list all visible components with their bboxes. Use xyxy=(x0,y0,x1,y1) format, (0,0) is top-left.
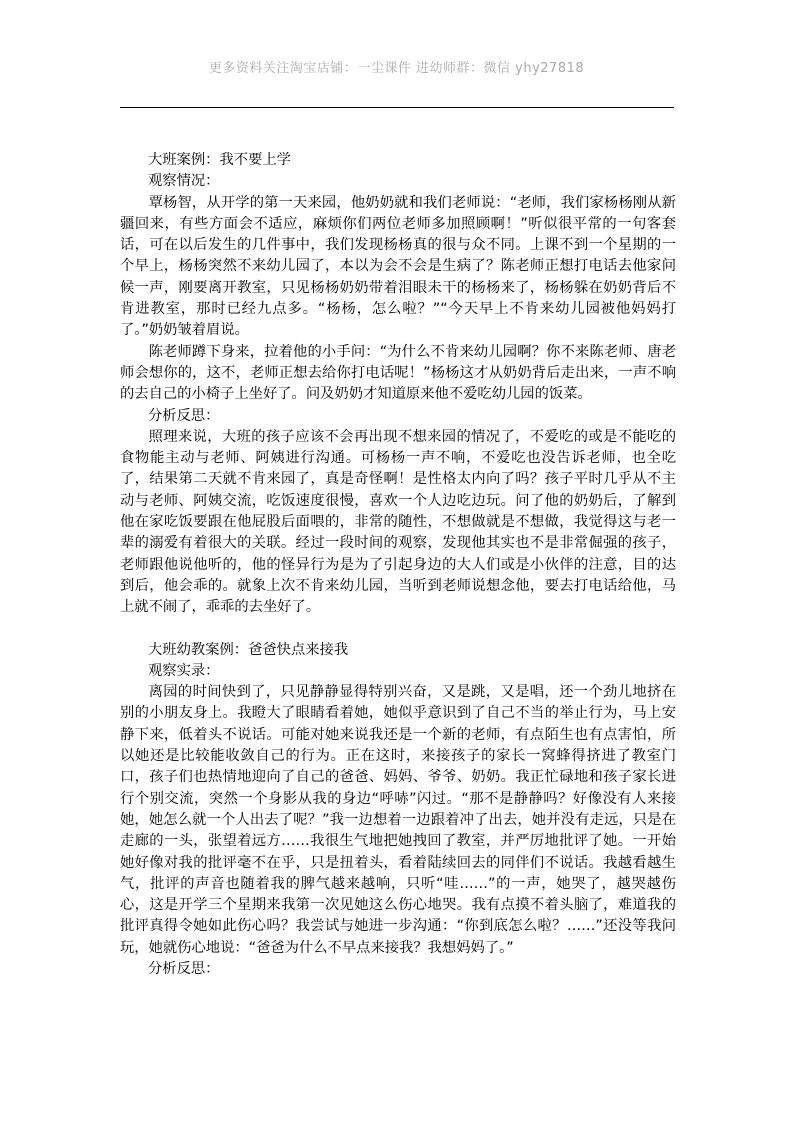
case1-analysis-paragraph: 照理来说，大班的孩子应该不会再出现不想来园的情况了，不爱吃的或是不能吃的食物能主动与老师、阿姨进行沟通。可杨杨一声不响，不爱吃也没告诉老师，也全吃了，结果第二天就不肯来园了，真是奇怪啊！是性格太内向了吗？孩子平时几乎从不主动与老师、阿姨交流，吃饭速度很慢，喜欢一个人边吃边玩。问了他的奶奶后，了解到他在家吃饭要跟在他屁股后面喂的，非常的随性，不想做就是不想做，我觉得这与老一辈的溺爱有着很大的关联。经过一段时间的观察，发现他其实也不是非常倔强的孩子，老师跟他说他听的，他的怪异行为是为了引起身边的大人们或是小伙伴的注意，目的达到后，他会乖的。就象上次不肯来幼儿园，当听到老师说想念他，要去打电话给他，马上就不闹了，乖乖的去坐好了。 xyxy=(120,428,676,616)
document-body xyxy=(120,150,676,980)
case1-observation-paragraph: 陈老师蹲下身来，拉着他的小手问：“为什么不肯来幼儿园啊？你不来陈老师、唐老师会想你的，这不，老师正想去给你打电话呢！”杨杨这才从奶奶背后走出来，一声不响的去自己的小椅子上坐好了。问及奶奶才知道原来他不爱吃幼儿园的饭菜。 xyxy=(120,343,676,403)
case2-observation-paragraph: 离园的时间快到了，只见静静显得特别兴奋，又是跳，又是唱，还一个劲儿地挤在别的小朋友身上。我瞪大了眼睛看着她，她似乎意识到了自己不当的举止行为，马上安静下来，低着头不说话。可能对她来说我还是一个新的老师，有点陌生也有点害怕，所以她还是比较能收敛自己的行为。正在这时，来接孩子的家长一窝蜂得挤进了教室门口，孩子们也热情地迎向了自己的爸爸、妈妈、爷爷、奶奶。我正忙碌地和孩子家长进行个别交流，突然一个身影从我的身边“呼哧”闪过。“那不是静静吗？好像没有人来接她，她怎么就一个人出去了呢？”我一边想着一边跟着冲了出去，她并没有走远，只是在走廊的一头，张望着远方……我很生气地把她拽回了教室，并严厉地批评了她。一开始她好像对我的批评毫不在乎，只是扭着头，看着陆续回去的同伴们不说话。我越看越生气，批评的声音也随着我的脾气越来越响，只听“哇……”的一声，她哭了，越哭越伤心，这是开学三个星期来我第一次见她这么伤心地哭。我有点摸不着头脑了，难道我的批评真得令她如此伤心吗？我尝试与她进一步沟通：“你到底怎么啦？……”还没等我问玩，她就伤心地说：“爸爸为什么不早点来接我？我想妈妈了。” xyxy=(120,684,676,956)
section-spacer xyxy=(120,619,676,640)
case2-title: 大班幼教案例：爸爸快点来接我 xyxy=(148,641,349,658)
case2-observation-label: 观察实录： xyxy=(148,662,220,679)
header-divider xyxy=(120,107,674,108)
case1-observation-label: 观察情况： xyxy=(148,173,220,190)
case1-title: 大班案例：我不要上学 xyxy=(148,152,291,168)
case2-analysis-label: 分析反思： xyxy=(148,960,220,977)
page-header: 更多资料关注淘宝店铺：一尘课件 进幼师群：微信 yhy27818 xyxy=(208,61,585,76)
case1-analysis-label: 分析反思： xyxy=(148,407,220,424)
case1-observation-paragraph: 覃杨智，从开学的第一天来园，他奶奶就和我们老师说：“老师，我们家杨杨刚从新疆回来，有些方面会不适应，麻烦你们两位老师多加照顾啊！”听似很平常的一句客套话，可在以后发生的几件事中，我们发现杨杨真的很与众不同。上课不到一个星期的一个早上，杨杨突然不来幼儿园了，本以为会不会是生病了？陈老师正想打电话去他家问候一声，刚要离开教室，只见杨杨奶奶带着泪眼未干的杨杨来了，杨杨躲在奶奶背后不肯进教室，那时已经九点多。“杨杨，怎么啦？”“今天早上不肯来幼儿园被他妈妈打了。”奶奶皱着眉说。 xyxy=(120,194,676,339)
